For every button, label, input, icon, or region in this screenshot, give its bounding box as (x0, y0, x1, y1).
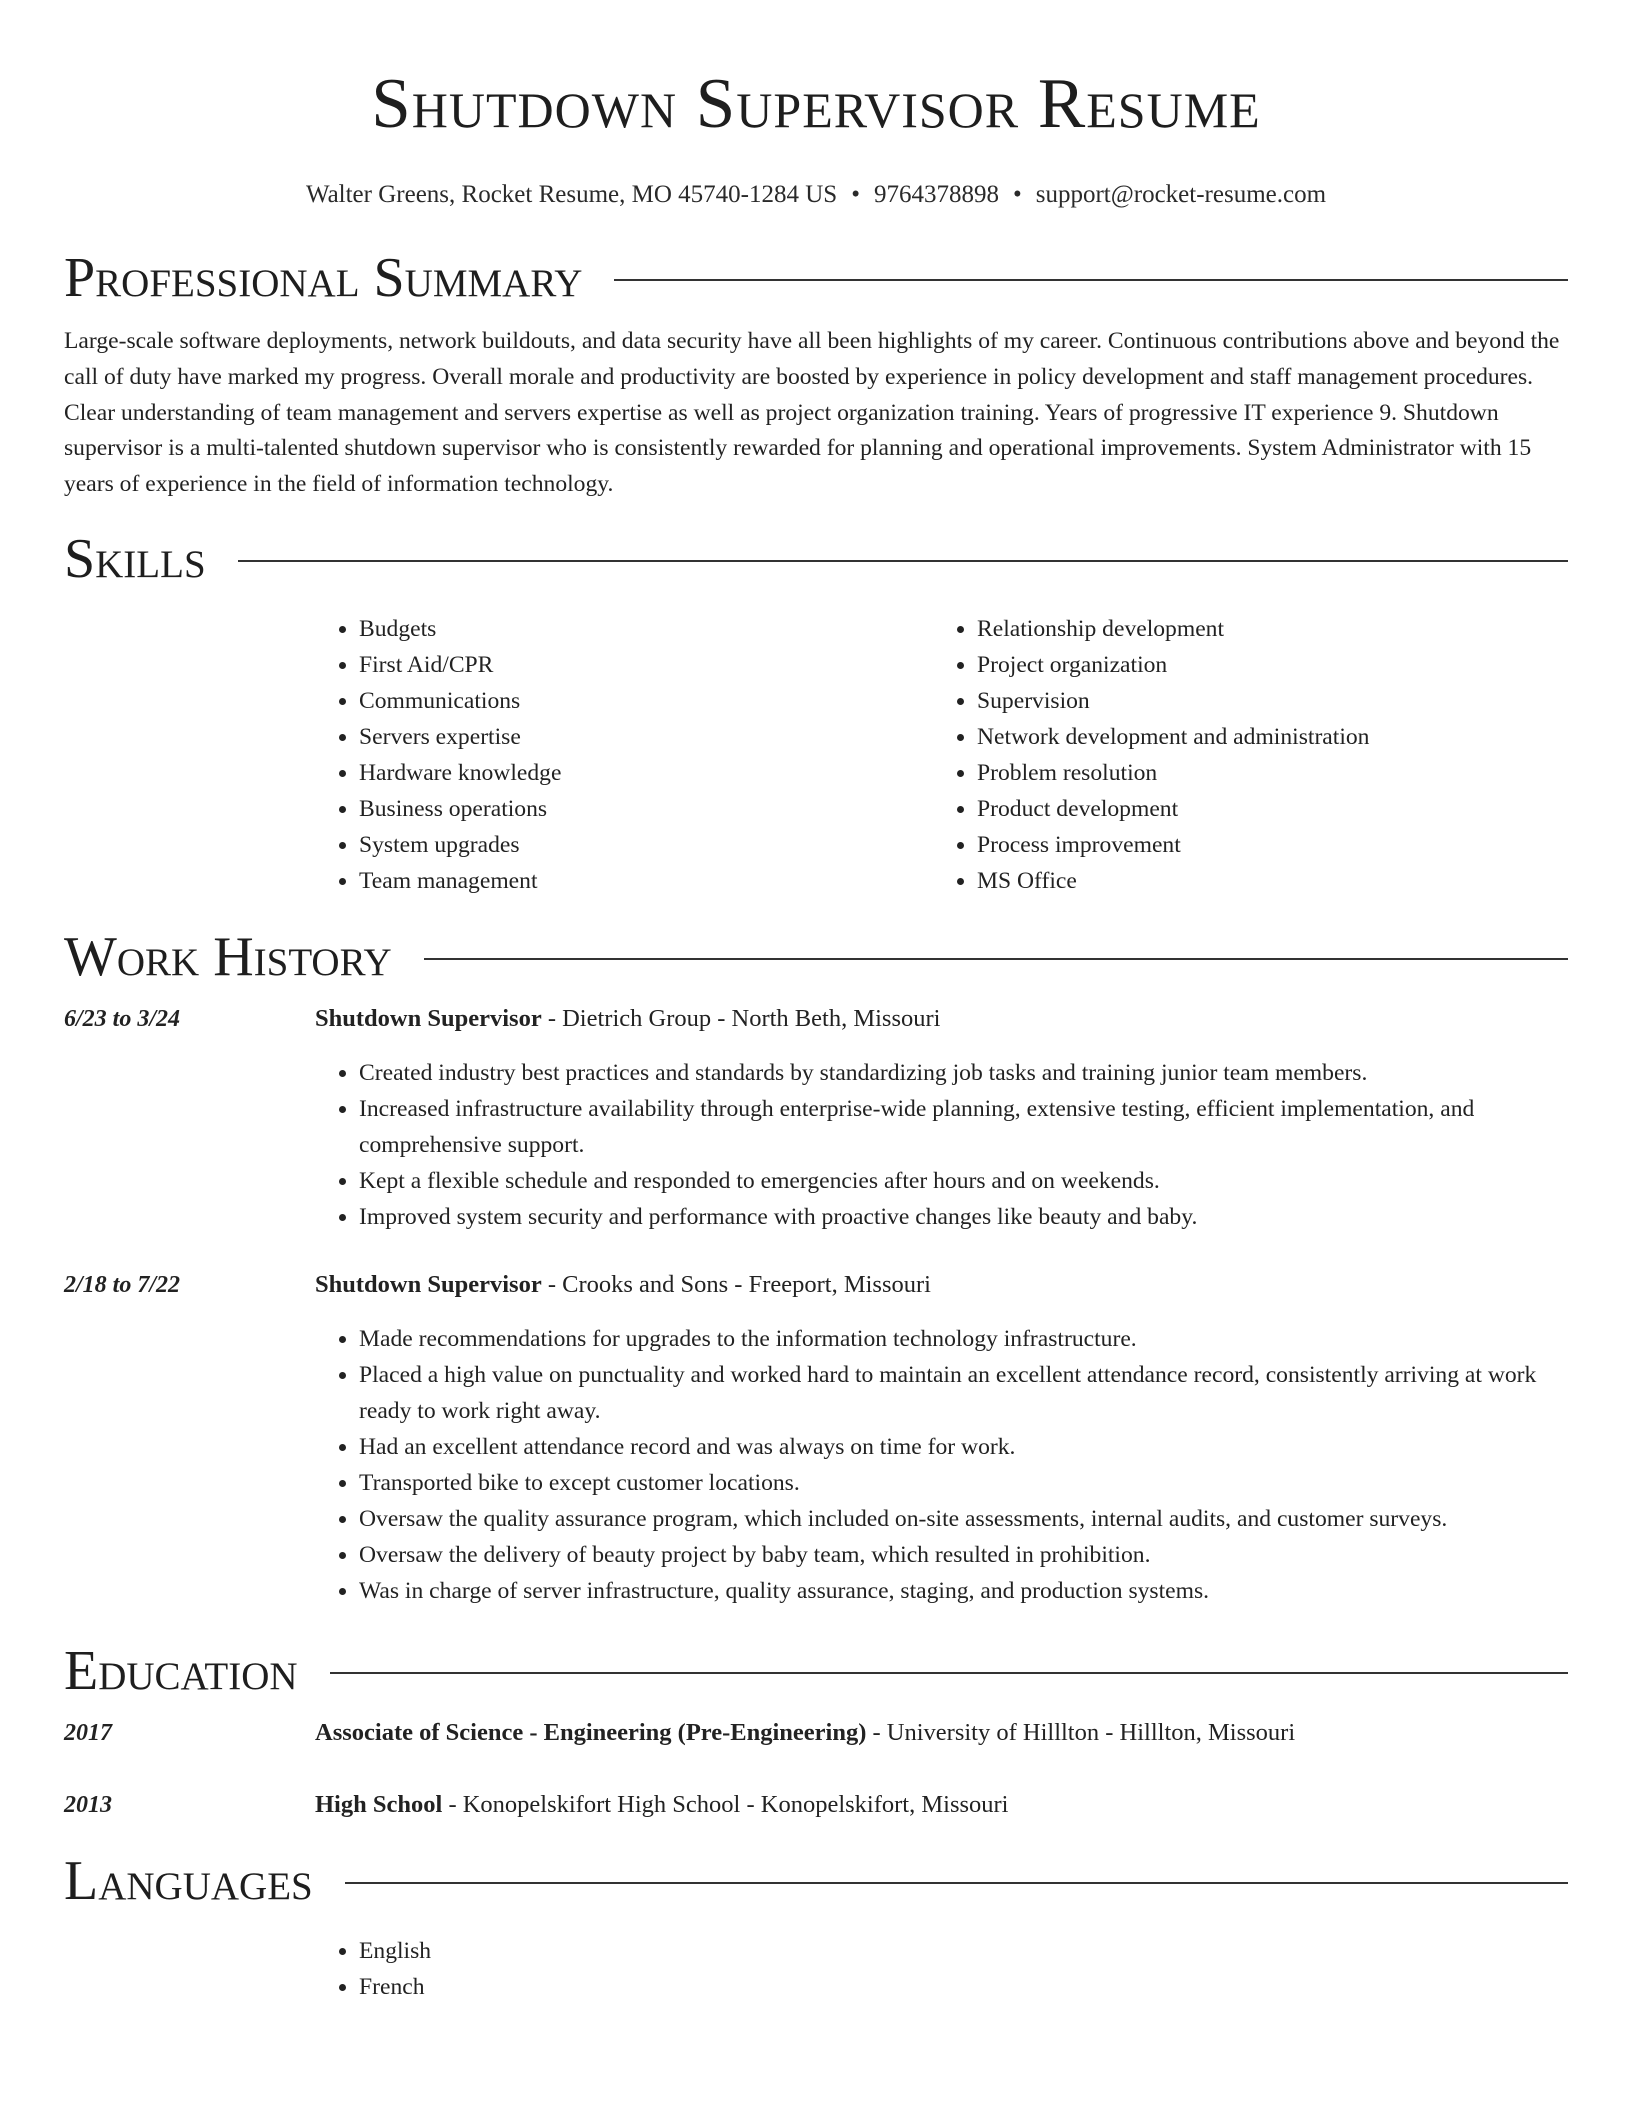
skills-section-header (64, 527, 1568, 591)
contact-separator: • (1012, 181, 1022, 208)
education-school: - University of Hilllton - Hilllton, Missouri (866, 1718, 1296, 1746)
languages-section-header (64, 1849, 1568, 1913)
job-employer: - Crooks and Sons - Freeport, Missouri (541, 1270, 931, 1298)
education-school: - Konopelskifort High School - Konopelskifort, Missouri (442, 1790, 1009, 1818)
education-degree: Associate of Science - Engineering (Pre-Engineering) (315, 1718, 867, 1746)
job-bullet: • Improved system security and performance with proactive changes like beauty and baby. (359, 1199, 1568, 1235)
job-entry (64, 1267, 1568, 1303)
skill-item: • Hardware knowledge (359, 755, 933, 791)
skill-item: • Problem resolution (977, 755, 1551, 791)
skill-item: • Servers expertise (359, 719, 933, 755)
job-bullet: • Created industry best practices and standards by standardizing job tasks and training junior team members. (359, 1055, 1568, 1091)
skill-item: • Project organization (977, 647, 1551, 683)
language-item: • French (359, 1969, 1568, 2005)
skill-item: • Relationship development (977, 611, 1551, 647)
education-header (315, 1715, 1295, 1751)
job-header (315, 1267, 931, 1303)
skill-item: • Budgets (359, 611, 933, 647)
job-entry (64, 1001, 1568, 1037)
work-section-header (64, 925, 1568, 989)
job-bullet: • Increased infrastructure availability through enterprise-wide planning, extensive testing, efficient implementation, and comprehensive support. (359, 1091, 1568, 1163)
skill-item: • MS Office (977, 863, 1551, 899)
education-degree: High School (315, 1790, 443, 1818)
work-heading: Work History (64, 925, 392, 988)
contact-phone: 9764378898 (873, 181, 999, 208)
job-dates: 2/18 to 7/22 (64, 1271, 181, 1298)
summary-heading: Professional Summary (64, 247, 583, 309)
summary-text: Large-scale software deployments, network buildouts, and data security have all been highlights of my career. Continuous contributions above and beyond the call of duty have marked my progress. Overall morale and productivity are boosted by experience in policy development and staff management procedures. Clear understanding of team management and servers expertise as well as project organization training. Years of progressive IT experience 9. Shutdown supervisor is a multi-talented shutdown supervisor who is consistently rewarded for planning and operational improvements. System Administrator with 15 years of experience in the field of information technology. (64, 328, 1560, 498)
job-bullet: • Placed a high value on punctuality and worked hard to maintain an excellent attendance record, consistently arriving at work ready to work right away. (359, 1357, 1568, 1429)
education-heading: Education (64, 1639, 298, 1702)
job-bullets (315, 1321, 1568, 1609)
skill-item: • System upgrades (359, 827, 933, 863)
skills-column-left (315, 611, 933, 899)
contact-email: support@rocket-resume.com (1035, 181, 1327, 208)
job-bullet: • Oversaw the delivery of beauty project by baby team, which resulted in prohibition. (359, 1537, 1568, 1573)
education-year: 2013 (64, 1791, 112, 1818)
job-bullet: • Kept a flexible schedule and responded to emergencies after hours and on weekends. (359, 1163, 1568, 1199)
skills-heading: Skills (64, 527, 206, 590)
skills-list (315, 611, 1568, 899)
education-entry (64, 1715, 1568, 1751)
skill-item: • Business operations (359, 791, 933, 827)
contact-address: Walter Greens, Rocket Resume, MO 45740-1284 US (305, 181, 838, 208)
resume-title: Shutdown Supervisor Resume (371, 65, 1261, 143)
job-bullets (315, 1055, 1568, 1235)
section-divider (330, 1672, 1568, 1674)
job-dates: 6/23 to 3/24 (64, 1005, 181, 1032)
job-bullet: • Made recommendations for upgrades to the information technology infrastructure. (359, 1321, 1568, 1357)
skill-item: • Communications (359, 683, 933, 719)
education-year: 2017 (64, 1719, 112, 1746)
skills-column-right (933, 611, 1551, 899)
skill-item: • Process improvement (977, 827, 1551, 863)
contact-separator: • (851, 181, 860, 208)
skill-item: • Network development and administration (977, 719, 1551, 755)
section-divider (345, 1882, 1568, 1884)
skill-item: • Product development (977, 791, 1551, 827)
job-bullet: • Transported bike to except customer locations. (359, 1465, 1568, 1501)
skill-item: • First Aid/CPR (359, 647, 933, 683)
job-title: Shutdown Supervisor (315, 1004, 542, 1032)
languages-list (315, 1933, 1568, 2005)
language-item: • English (359, 1933, 1568, 1969)
summary-section-header (64, 246, 1568, 310)
skill-item: • Supervision (977, 683, 1551, 719)
languages-heading: Languages (64, 1849, 313, 1912)
education-entry (64, 1787, 1568, 1823)
section-divider (238, 560, 1568, 562)
job-bullet: • Was in charge of server infrastructure, quality assurance, staging, and production systems. (359, 1573, 1568, 1609)
job-header (315, 1001, 940, 1037)
section-divider (614, 279, 1568, 281)
job-bullet: • Oversaw the quality assurance program, which included on-site assessments, internal audits, and customer surveys. (359, 1501, 1568, 1537)
job-employer: - Dietrich Group - North Beth, Missouri (541, 1004, 941, 1032)
job-title: Shutdown Supervisor (315, 1270, 542, 1298)
skill-item: • Team management (359, 863, 933, 899)
section-divider (424, 958, 1568, 960)
education-header (315, 1787, 1009, 1823)
contact-line (64, 178, 1568, 212)
education-section-header (64, 1639, 1568, 1703)
job-bullet: • Had an excellent attendance record and was always on time for work. (359, 1429, 1568, 1465)
